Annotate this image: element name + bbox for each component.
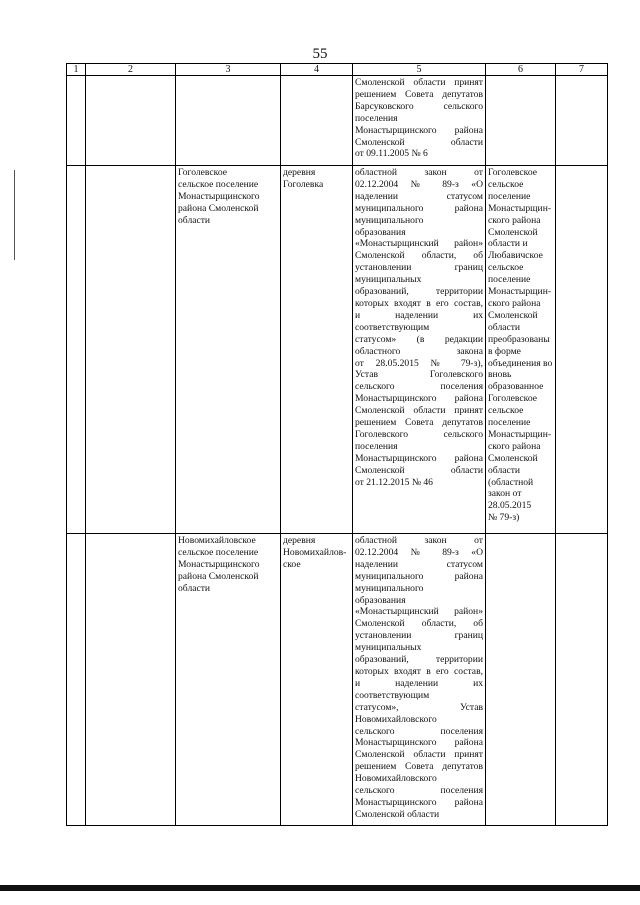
cell-line: области	[178, 582, 211, 594]
cell-line: 28.05.2015	[488, 500, 532, 512]
cell-line: «Монастырщинский район»	[355, 606, 483, 618]
cell-line: сельское поселение	[178, 546, 259, 558]
cell-line: Смоленской области	[355, 464, 483, 476]
cell-line: сельского поселения	[355, 381, 483, 393]
cell-number	[67, 166, 86, 534]
cell-number	[67, 534, 86, 826]
cell-line: сельское	[488, 178, 524, 190]
cell-line: сельское поселение	[178, 178, 259, 190]
cell-line: области	[488, 464, 521, 476]
cell-number	[67, 76, 86, 166]
cell-line: района Смоленской	[178, 202, 259, 214]
cell-line: Монастырщинского района	[355, 124, 483, 136]
cell-line: решением Совета депутатов	[355, 88, 483, 100]
cell-line: статусом» (в редакции	[355, 333, 483, 345]
cell-legal-basis	[353, 76, 486, 166]
cell-line: Монастырщинского	[178, 190, 260, 202]
cell-line: сельского поселения	[355, 785, 483, 797]
cell-line: Монастырщин-	[488, 286, 552, 298]
cell-line: 02.12.2004 № 89-з «О	[355, 178, 483, 190]
cell-line: Смоленской области	[355, 808, 440, 820]
cell-settlement	[176, 534, 281, 826]
cell-line: которых входят в его состав,	[355, 297, 483, 309]
cell-line: Новомихайловского	[355, 713, 437, 725]
cell-line: Новомихайловское	[178, 535, 256, 546]
cell-line: области	[178, 214, 211, 226]
cell-line: статусом», Устав	[355, 701, 483, 713]
margin-mark	[14, 170, 15, 260]
cell-line: сельского поселения	[355, 725, 483, 737]
cell-col7	[556, 166, 608, 534]
cell-line: образований, территории	[355, 286, 483, 298]
page-number: 55	[312, 46, 328, 62]
cell-line: ское	[283, 558, 301, 570]
cell-settlement	[176, 76, 281, 166]
cell-line: деревня	[283, 535, 316, 546]
cell-line: вновь	[488, 369, 512, 381]
table-row	[67, 534, 608, 826]
cell-settlement	[176, 166, 281, 534]
cell-line: Смоленской области принят	[355, 77, 483, 88]
column-number: 1	[67, 64, 86, 76]
cell-line: Гоголевское	[178, 167, 227, 178]
cell-col7	[556, 534, 608, 826]
table-row	[67, 76, 608, 166]
cell-line: соответствующим	[355, 321, 430, 333]
cell-line: областной закон от	[355, 167, 483, 178]
cell-line: муниципальных	[355, 274, 422, 286]
cell-line: Смоленской области	[355, 136, 483, 148]
column-number: 4	[281, 64, 353, 76]
cell-line: Монастырщинского района	[355, 452, 483, 464]
cell-line: образованное	[488, 381, 544, 393]
bottom-scan-bar	[0, 885, 640, 891]
cell-line: ского района	[488, 297, 541, 309]
column-number: 2	[86, 64, 176, 76]
cell-line: Смоленской области принят	[355, 749, 483, 761]
cell-line: муниципального района	[355, 202, 483, 214]
cell-line: поселение	[488, 274, 531, 286]
cell-line: наделении статусом	[355, 190, 483, 202]
cell-line: Смоленской области, об	[355, 250, 483, 262]
cell-line: Смоленской	[488, 226, 538, 238]
cell-line: наделении статусом	[355, 558, 483, 570]
cell-line: (областной	[488, 476, 534, 488]
cell-line: решением Совета депутатов	[355, 761, 483, 773]
cell-line: муниципального района	[355, 570, 483, 582]
cell-line: ского района	[488, 214, 541, 226]
cell-line: образования	[355, 594, 406, 606]
cell-col2	[86, 534, 176, 826]
cell-notes	[486, 166, 556, 534]
cell-line: образования	[355, 226, 406, 238]
cell-line: Любавичское	[488, 250, 543, 262]
cell-line: которых входят в его состав,	[355, 665, 483, 677]
cell-line: поселения	[355, 112, 398, 124]
cell-legal-basis	[353, 166, 486, 534]
column-number-row	[67, 64, 608, 76]
cell-line: объединения во	[488, 357, 553, 369]
cell-line: Новомихайлов-	[283, 546, 347, 558]
cell-line: Смоленской области, об	[355, 618, 483, 630]
cell-line: Монастырщинского района	[355, 796, 483, 808]
cell-center	[281, 166, 353, 534]
cell-legal-basis	[353, 534, 486, 826]
cell-line: Гоголевского сельского	[355, 428, 483, 440]
cell-line: области	[488, 321, 521, 333]
cell-line: области и	[488, 238, 528, 250]
cell-line: Гоголевка	[283, 178, 324, 190]
cell-line: Монастырщинского района	[355, 393, 483, 405]
cell-line: сельское	[488, 405, 524, 417]
column-number: 5	[353, 64, 486, 76]
cell-line: сельское	[488, 262, 524, 274]
cell-line: установлении границ	[355, 262, 483, 274]
cell-center	[281, 76, 353, 166]
cell-line: Монастырщин-	[488, 202, 552, 214]
cell-line: поселения	[355, 440, 398, 452]
cell-line: Монастырщин-	[488, 428, 552, 440]
cell-col2	[86, 166, 176, 534]
cell-line: 02.12.2004 № 89-з «О	[355, 546, 483, 558]
municipal-table	[66, 63, 608, 826]
cell-line: и наделении их	[355, 677, 483, 689]
cell-line: муниципального	[355, 214, 424, 226]
cell-line: Монастырщинского	[178, 558, 260, 570]
cell-notes	[486, 76, 556, 166]
cell-center	[281, 534, 353, 826]
cell-line: от 09.11.2005 № 6	[355, 148, 428, 160]
cell-line: района Смоленской	[178, 570, 259, 582]
cell-notes	[486, 534, 556, 826]
cell-line: «Монастырщинский район»	[355, 238, 483, 250]
cell-line: Барсуковского сельского	[355, 100, 483, 112]
cell-line: Гоголевское	[488, 393, 537, 405]
cell-line: от 28.05.2015 № 79-з),	[355, 357, 483, 369]
cell-line: Смоленской области принят	[355, 405, 483, 417]
cell-line: ского района	[488, 440, 541, 452]
cell-line: поселение	[488, 417, 531, 429]
cell-line: преобразованы	[488, 333, 550, 345]
cell-line: № 79-з)	[488, 512, 520, 524]
cell-col7	[556, 76, 608, 166]
cell-line: Смоленской	[488, 452, 538, 464]
cell-line: образований, территории	[355, 654, 483, 666]
cell-line: муниципальных	[355, 642, 422, 654]
cell-line: деревня	[283, 167, 316, 178]
cell-line: муниципального	[355, 582, 424, 594]
cell-line: Гоголевское	[488, 167, 537, 178]
cell-line: соответствующим	[355, 689, 430, 701]
cell-line: Новомихайловского	[355, 773, 437, 785]
cell-line: от 21.12.2015 № 46	[355, 476, 433, 488]
cell-line: областной закон от	[355, 535, 483, 546]
column-number: 6	[486, 64, 556, 76]
cell-line: Смоленской	[488, 309, 538, 321]
cell-col2	[86, 76, 176, 166]
cell-line: Монастырщинского района	[355, 737, 483, 749]
column-number: 7	[556, 64, 608, 76]
cell-line: Устав Гоголевского	[355, 369, 483, 381]
cell-line: в форме	[488, 345, 521, 357]
cell-line: закон от	[488, 488, 522, 500]
cell-line: решением Совета депутатов	[355, 417, 483, 429]
table-row	[67, 166, 608, 534]
cell-line: областного закона	[355, 345, 483, 357]
cell-line: и наделении их	[355, 309, 483, 321]
column-number: 3	[176, 64, 281, 76]
cell-line: установлении границ	[355, 630, 483, 642]
cell-line: поселение	[488, 190, 531, 202]
